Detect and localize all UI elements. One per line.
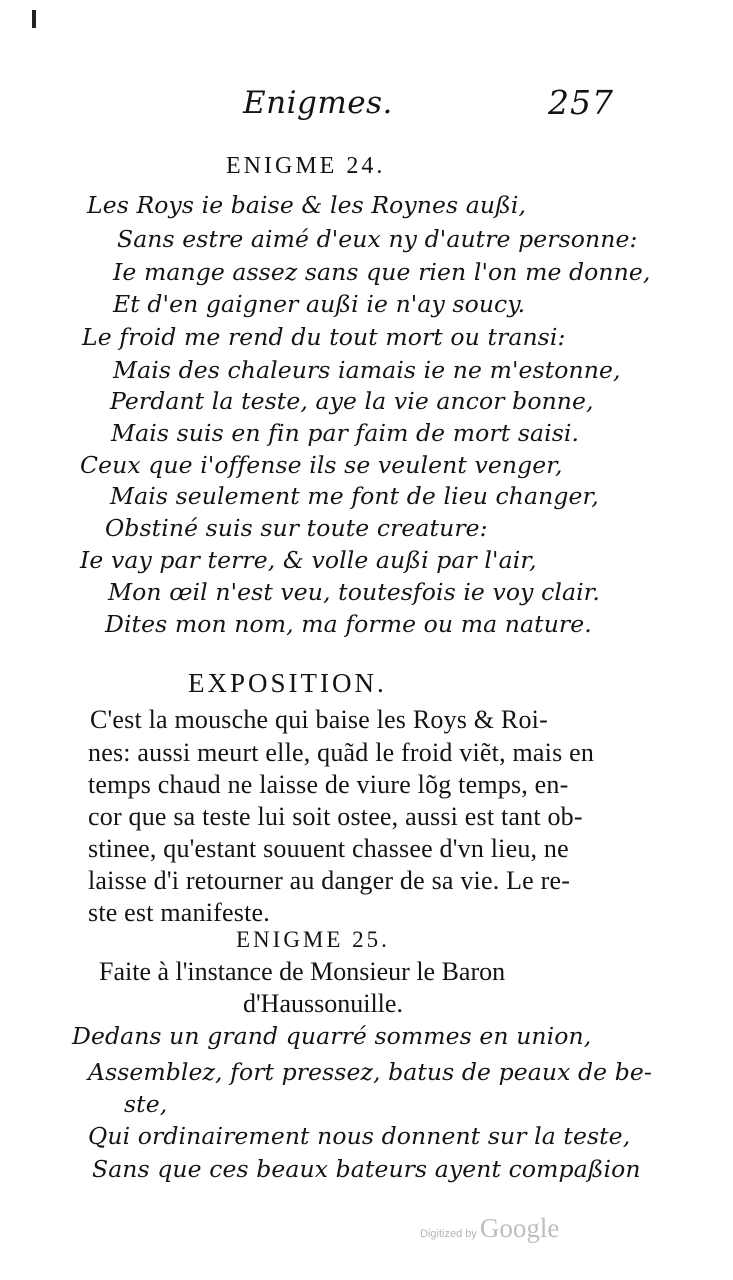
verse-line: ste, <box>124 1090 168 1118</box>
verse-line: Sans que ces beaux bateurs ayent compaßion <box>92 1155 641 1183</box>
page-number: 257 <box>548 83 614 122</box>
exposition-line: C'est la mousche qui baise les Roys & Roi- <box>90 705 548 734</box>
verse-line: Qui ordinairement nous donnent sur la teste, <box>88 1122 631 1150</box>
exposition-line: nes: aussi meurt elle, quãd le froid viẽt, mais en <box>88 738 595 767</box>
enigme-25-subtitle: Faite à l'instance de Monsieur le Baron <box>99 957 506 986</box>
exposition-line: stinee, qu'estant souuent chassee d'vn lieu, ne <box>88 834 569 863</box>
verse-line: Le froid me rend du tout mort ou transi: <box>82 323 566 351</box>
verse-line: Les Roys ie baise & les Roynes außi, <box>87 191 527 219</box>
verse-line: Obstiné suis sur toute creature: <box>105 514 488 542</box>
verse-line: Ie mange assez sans que rien l'on me donne, <box>113 258 651 286</box>
exposition-line: ste est manifeste. <box>88 898 270 927</box>
exposition-line: cor que sa teste lui soit ostee, aussi est tant ob- <box>88 802 583 831</box>
verse-line: Sans estre aimé d'eux ny d'autre personne: <box>117 225 638 253</box>
verse-line: Et d'en gaigner außi ie n'ay soucy. <box>113 290 526 318</box>
exposition-line: laisse d'i retourner au danger de sa vie. Le re- <box>88 866 571 895</box>
verse-line: Mais des chaleurs iamais ie ne m'estonne, <box>113 356 621 384</box>
watermark-small-text: Digitized by <box>420 1228 477 1240</box>
verse-line: Mais seulement me font de lieu changer, <box>110 482 599 510</box>
enigme-24-title: ENIGME 24. <box>226 153 386 179</box>
verse-line: Mais suis en fin par faim de mort saisi. <box>111 419 580 447</box>
verse-line: Ie vay par terre, & volle außi par l'air, <box>80 546 537 574</box>
google-logo: Google <box>479 1213 560 1243</box>
verse-line: Dedans un grand quarré sommes en union, <box>72 1022 592 1050</box>
corner-mark <box>32 10 36 28</box>
exposition-title: EXPOSITION. <box>188 668 387 698</box>
verse-line: Dites mon nom, ma forme ou ma nature. <box>105 610 592 638</box>
verse-line: Perdant la teste, aye la vie ancor bonne, <box>110 387 594 415</box>
verse-line: Mon œil n'est veu, toutesfois ie voy clair. <box>108 578 601 606</box>
verse-line: Ceux que i'offense ils se veulent venger, <box>80 451 563 479</box>
exposition-line: temps chaud ne laisse de viure lõg temps, en- <box>88 770 569 799</box>
enigme-25-title: ENIGME 25. <box>236 927 390 952</box>
running-head: Enigmes. <box>243 85 393 121</box>
enigme-25-subtitle: d'Haussonuille. <box>243 989 403 1018</box>
digitized-by-google-watermark <box>420 1213 559 1244</box>
verse-line: Assemblez, fort pressez, batus de peaux de be- <box>88 1058 652 1086</box>
